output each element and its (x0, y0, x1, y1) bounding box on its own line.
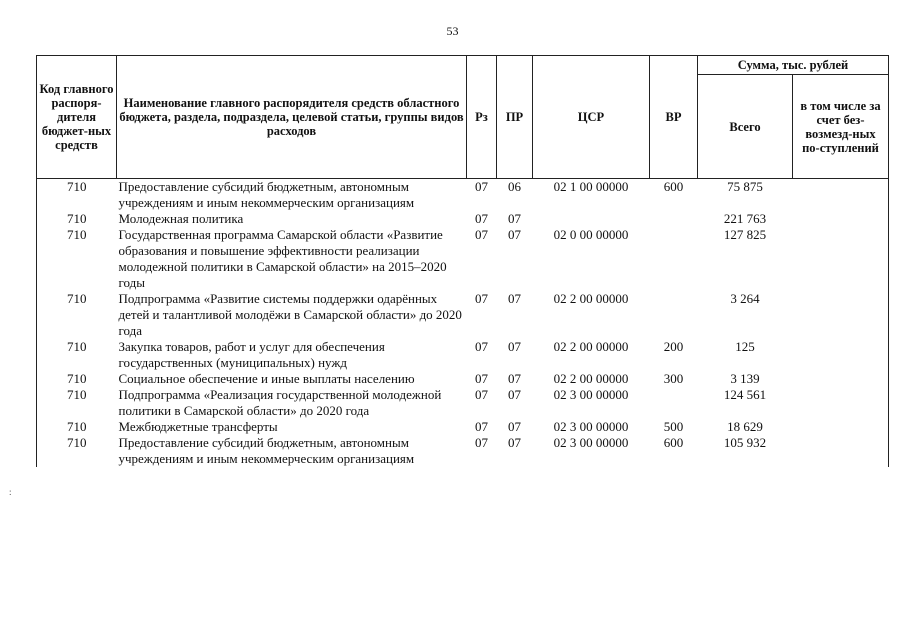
cell-total: 105 932 (723, 435, 767, 450)
table-row (37, 387, 889, 419)
header-sum-group: Сумма, тыс. рублей (698, 56, 889, 75)
cell-total: 3 264 (730, 291, 760, 306)
cell-total: 125 (735, 339, 755, 354)
cell-vr: 300 (663, 371, 684, 386)
cell-vr (650, 211, 698, 227)
cell-free (793, 435, 889, 467)
header-code: Код главного распоря-дителя бюджет-ных средств (37, 56, 117, 179)
cell-free (793, 419, 889, 435)
cell-rz: 07 (475, 227, 488, 242)
cell-pr: 07 (508, 419, 521, 434)
cell-name: Социальное обеспечение и иные выплаты населению (118, 371, 415, 386)
cell-rz: 07 (475, 419, 488, 434)
cell-vr (650, 291, 698, 339)
table-header (37, 56, 889, 179)
cell-code: 710 (37, 179, 117, 212)
table-row (37, 211, 889, 227)
cell-csr: 02 2 00 00000 (553, 291, 629, 306)
cell-code: 710 (37, 227, 117, 291)
cell-total: 221 763 (723, 211, 767, 226)
cell-code: 710 (37, 435, 117, 467)
cell-name: Подпрограмма «Реализация государственной молодежной политики в Самарской области» до 2020 года (118, 387, 442, 418)
cell-csr (533, 211, 650, 227)
cell-csr: 02 2 00 00000 (553, 371, 629, 386)
cell-free (793, 339, 889, 371)
cell-vr: 600 (663, 179, 684, 194)
cell-name: Предоставление субсидий бюджетным, автономным учреждениям и иным некоммерческим организациям (118, 435, 415, 466)
cell-total: 124 561 (723, 387, 767, 402)
cell-vr: 200 (663, 339, 684, 354)
cell-csr: 02 3 00 00000 (553, 419, 629, 434)
cell-rz: 07 (475, 387, 488, 402)
cell-free (793, 291, 889, 339)
header-vr: ВР (650, 56, 698, 179)
cell-rz: 07 (475, 211, 488, 226)
cell-rz: 07 (475, 291, 488, 306)
cell-code: 710 (37, 419, 117, 435)
cell-csr: 02 3 00 00000 (553, 435, 629, 450)
cell-pr: 07 (508, 435, 521, 450)
cell-vr: 500 (663, 419, 684, 434)
cell-rz: 07 (475, 371, 488, 386)
cell-free (793, 211, 889, 227)
cell-pr: 07 (508, 387, 521, 402)
cell-vr: 600 (663, 435, 684, 450)
cell-rz: 07 (475, 179, 488, 194)
cell-name: Государственная программа Самарской области «Развитие образования и повышение эффективности реализации молодежной политики в Самарской области» на 2015–2020 годы (118, 227, 447, 290)
cell-csr: 02 0 00 00000 (553, 227, 629, 242)
cell-name: Межбюджетные трансферты (118, 419, 278, 434)
cell-free (793, 227, 889, 291)
cell-csr: 02 2 00 00000 (553, 339, 629, 354)
header-csr: ЦСР (533, 56, 650, 179)
cell-rz: 07 (475, 435, 488, 450)
cell-vr (650, 387, 698, 419)
cell-code: 710 (37, 211, 117, 227)
cell-pr: 07 (508, 339, 521, 354)
cell-name: Подпрограмма «Развитие системы поддержки одарённых детей и талантливой молодёжи в Самарской области» до 2020 года (118, 291, 462, 338)
cell-code: 710 (37, 371, 117, 387)
table-row (37, 179, 889, 212)
table-row (37, 227, 889, 291)
cell-vr (650, 227, 698, 291)
cell-rz: 07 (475, 339, 488, 354)
cell-csr: 02 3 00 00000 (553, 387, 629, 402)
cell-total: 127 825 (723, 227, 767, 242)
cell-free (793, 371, 889, 387)
cell-name: Молодежная политика (118, 211, 244, 226)
budget-table (36, 55, 889, 467)
header-rz: Рз (467, 56, 497, 179)
header-free: в том числе за счет без-возмезд-ных по-ступлений (793, 75, 889, 179)
cell-csr: 02 1 00 00000 (553, 179, 629, 194)
cell-free (793, 179, 889, 212)
cell-name: Закупка товаров, работ и услуг для обеспечения государственных (муниципальных) нужд (118, 339, 385, 370)
header-pr: ПР (497, 56, 533, 179)
cell-pr: 07 (508, 371, 521, 386)
margin-mark: : (9, 487, 12, 497)
cell-code: 710 (37, 291, 117, 339)
cell-pr: 07 (508, 211, 521, 226)
cell-free (793, 387, 889, 419)
table-row (37, 419, 889, 435)
cell-code: 710 (37, 339, 117, 371)
table-row (37, 371, 889, 387)
header-total: Всего (698, 75, 793, 179)
cell-name: Предоставление субсидий бюджетным, автономным учреждениям и иным некоммерческим организациям (118, 179, 415, 210)
page-number: 53 (446, 24, 459, 38)
table-body (37, 179, 889, 468)
table-row (37, 291, 889, 339)
cell-pr: 07 (508, 291, 521, 306)
cell-total: 18 629 (727, 419, 763, 434)
cell-total: 3 139 (730, 371, 760, 386)
table-row (37, 435, 889, 467)
header-name: Наименование главного распорядителя средств областного бюджета, раздела, подраздела, целевой статьи, группы видов расходов (117, 56, 467, 179)
cell-pr: 07 (508, 227, 521, 242)
cell-total: 75 875 (727, 179, 763, 194)
table-row (37, 339, 889, 371)
cell-pr: 06 (508, 179, 521, 194)
cell-code: 710 (37, 387, 117, 419)
